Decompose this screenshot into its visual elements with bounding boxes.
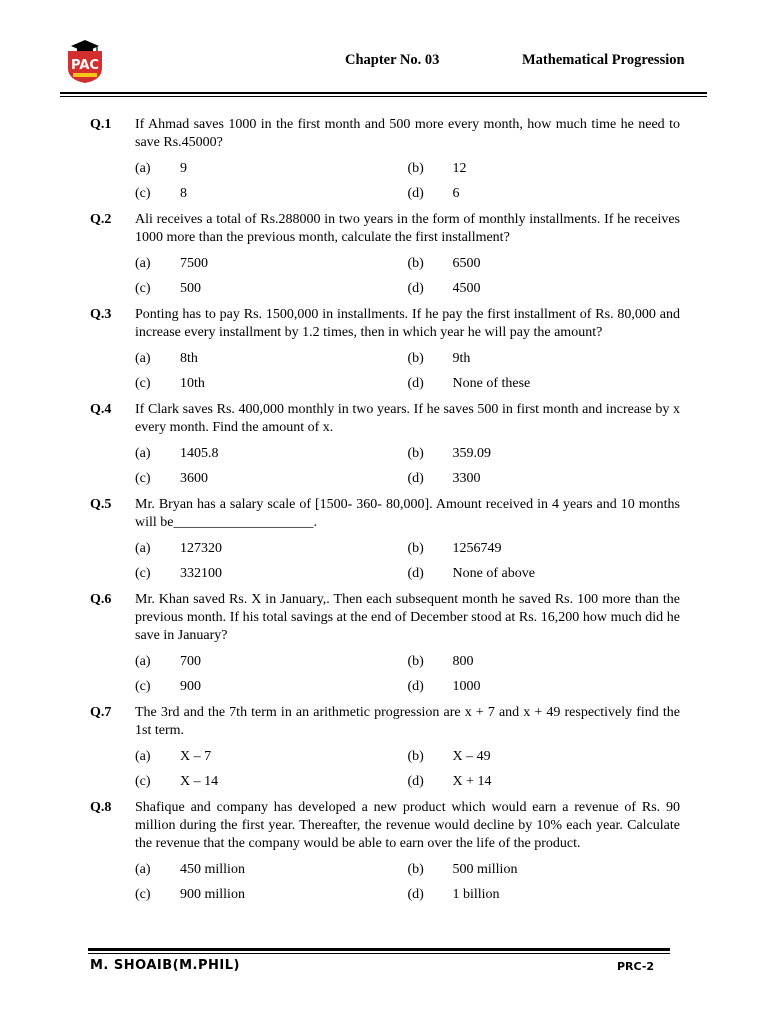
option-label: (d) [407,565,424,581]
option [135,774,408,790]
option-label: (a) [135,350,151,366]
option [408,186,681,202]
question-number: Q.4 [90,402,112,417]
option-label: (a) [135,445,151,461]
question-block [90,496,680,586]
option-label: (b) [407,748,424,764]
options [135,744,680,794]
option [408,887,681,903]
question-number: Q.5 [90,497,112,512]
question-block [90,116,680,206]
option [135,471,408,487]
option-value: 10th [180,375,205,391]
question-row [90,401,680,437]
option-label: (a) [135,653,151,669]
question-text: Ponting has to pay Rs. 1500,000 in installments. If he pay the first installment of Rs. 80,000 and increase every installment by 1.2 times, then in which year he will pay the amount? [135,307,680,340]
chapter-title: Mathematical Progression [522,52,685,68]
option [135,351,408,367]
options [135,346,680,396]
option-label: (a) [135,255,151,271]
option-label: (a) [135,748,151,764]
option-value: None of these [452,375,531,391]
option-label: (c) [135,185,151,201]
option-row [135,251,680,276]
page-number: PRC-2 [617,960,655,973]
option-value: 6500 [452,255,481,271]
option-value: X – 14 [180,773,219,789]
option-row [135,674,680,699]
option [135,186,408,202]
option-row [135,769,680,794]
option-value: 127320 [180,540,222,556]
option-label: (d) [407,280,424,296]
question-number: Q.3 [90,307,112,322]
question-row [90,591,680,645]
option-row [135,156,680,181]
author-name: M. SHOAIB(M.PHIL) [90,958,240,973]
options [135,857,680,907]
option [408,376,681,392]
pac-logo [63,38,107,84]
header-rule-thin [60,96,707,97]
option-value: 1256749 [452,540,502,556]
option-label: (c) [135,375,151,391]
options [135,251,680,301]
option [408,471,681,487]
option-label: (c) [135,280,151,296]
option [135,862,408,878]
header-rule [60,92,707,94]
question-block [90,211,680,301]
option-value: 8th [180,350,198,366]
option-value: X – 7 [180,748,212,764]
option [135,161,408,177]
option-label: (c) [135,773,151,789]
question-text: Ali receives a total of Rs.288000 in two years in the form of monthly installments. If he receives 1000 more than the previous month, calculate the first installment? [135,212,680,245]
option [135,679,408,695]
option-value: 800 [452,653,474,669]
option-value: None of above [452,565,535,581]
option-value: 700 [180,653,201,669]
question-text: Shafique and company has developed a new product which would earn a revenue of Rs. 90 million during the first year. Thereafter, the revenue would decline by 10% each year. Calculate the revenue that the company would be able to earn over the life of the product. [135,800,680,851]
option-value: 1405.8 [180,445,219,461]
question-number: Q.2 [90,212,112,227]
option-row [135,276,680,301]
question-text: Mr. Bryan has a salary scale of [1500- 360- 80,000]. Amount received in 4 years and 10 months will be____________________. [135,497,680,530]
option [135,654,408,670]
option [408,566,681,582]
option-label: (d) [407,185,424,201]
option-value: 3600 [180,470,208,486]
question-number: Q.6 [90,592,112,607]
option-value: 359.09 [452,445,491,461]
option-value: 450 million [180,861,245,877]
option-label: (c) [135,678,151,694]
footer-rule [88,948,670,951]
question-block [90,704,680,794]
option-value: 4500 [452,280,481,296]
question-text: Mr. Khan saved Rs. X in January,. Then each subsequent month he saved Rs. 100 more than the previous month. If his total savings at the end of December stood at Rs. 16,200 how much did he save in January? [135,592,680,643]
option-label: (d) [407,886,424,902]
question-block [90,799,680,907]
option [135,566,408,582]
question-text: If Ahmad saves 1000 in the first month and 500 more every month, how much time he need to save Rs.45000? [135,117,680,150]
question-block [90,591,680,699]
option-value: 900 million [180,886,245,902]
option-label: (a) [135,861,151,877]
option [135,256,408,272]
option-value: 6 [452,185,460,201]
option [135,446,408,462]
option-value: 12 [452,160,467,176]
option-label: (c) [135,565,151,581]
option-label: (c) [135,470,151,486]
option-value: 332100 [180,565,222,581]
option [408,256,681,272]
option-value: 1000 [452,678,481,694]
question-number: Q.1 [90,117,112,132]
option [408,541,681,557]
option-label: (d) [407,678,424,694]
option-label: (b) [407,255,424,271]
option-row [135,536,680,561]
option-row [135,744,680,769]
options [135,156,680,206]
option-row [135,346,680,371]
chapter-number: Chapter No. 03 [345,52,440,68]
option-row [135,466,680,491]
question-row [90,306,680,342]
question-row [90,799,680,853]
option-value: 3300 [452,470,481,486]
option [135,281,408,297]
option-label: (b) [407,160,424,176]
option-value: 8 [180,185,187,201]
option [135,376,408,392]
option-value: 900 [180,678,201,694]
option-label: (a) [135,540,151,556]
option-value: 500 [180,280,201,296]
option [408,281,681,297]
option-value: 9 [180,160,187,176]
option-row [135,371,680,396]
option [408,654,681,670]
option-value: 9th [452,350,471,366]
option-row [135,857,680,882]
option-label: (b) [407,350,424,366]
option-label: (c) [135,886,151,902]
question-block [90,306,680,396]
option-row [135,882,680,907]
option [408,749,681,765]
question-number: Q.8 [90,800,112,815]
logo-text: PAC [71,58,99,73]
logo-graphic [63,38,107,84]
option [408,446,681,462]
option [135,887,408,903]
option-value: X + 14 [452,773,492,789]
option-label: (a) [135,160,151,176]
option [408,774,681,790]
options [135,649,680,699]
option-value: 7500 [180,255,208,271]
question-row [90,211,680,247]
option [408,862,681,878]
option-label: (b) [407,653,424,669]
option [135,541,408,557]
options [135,441,680,491]
option-value: 500 million [452,861,518,877]
option-label: (b) [407,445,424,461]
question-block [90,401,680,491]
question-row [90,116,680,152]
option-row [135,181,680,206]
option-value: X – 49 [452,748,491,764]
option [408,351,681,367]
question-list [90,116,680,912]
question-number: Q.7 [90,705,112,720]
option-row [135,649,680,674]
option-row [135,561,680,586]
option [408,679,681,695]
question-row [90,496,680,532]
option-label: (d) [407,773,424,789]
question-text: The 3rd and the 7th term in an arithmetic progression are x + 7 and x + 49 respectively find the 1st term. [135,705,680,738]
option-label: (d) [407,375,424,391]
footer-rule-thin [88,953,670,954]
question-row [90,704,680,740]
option-row [135,441,680,466]
option-value: 1 billion [452,886,500,902]
option-label: (d) [407,470,424,486]
option-label: (b) [407,861,424,877]
question-text: If Clark saves Rs. 400,000 monthly in two years. If he saves 500 in first month and increase by x every month. Find the amount of x. [135,402,680,435]
option [135,749,408,765]
options [135,536,680,586]
option [408,161,681,177]
option-label: (b) [407,540,424,556]
